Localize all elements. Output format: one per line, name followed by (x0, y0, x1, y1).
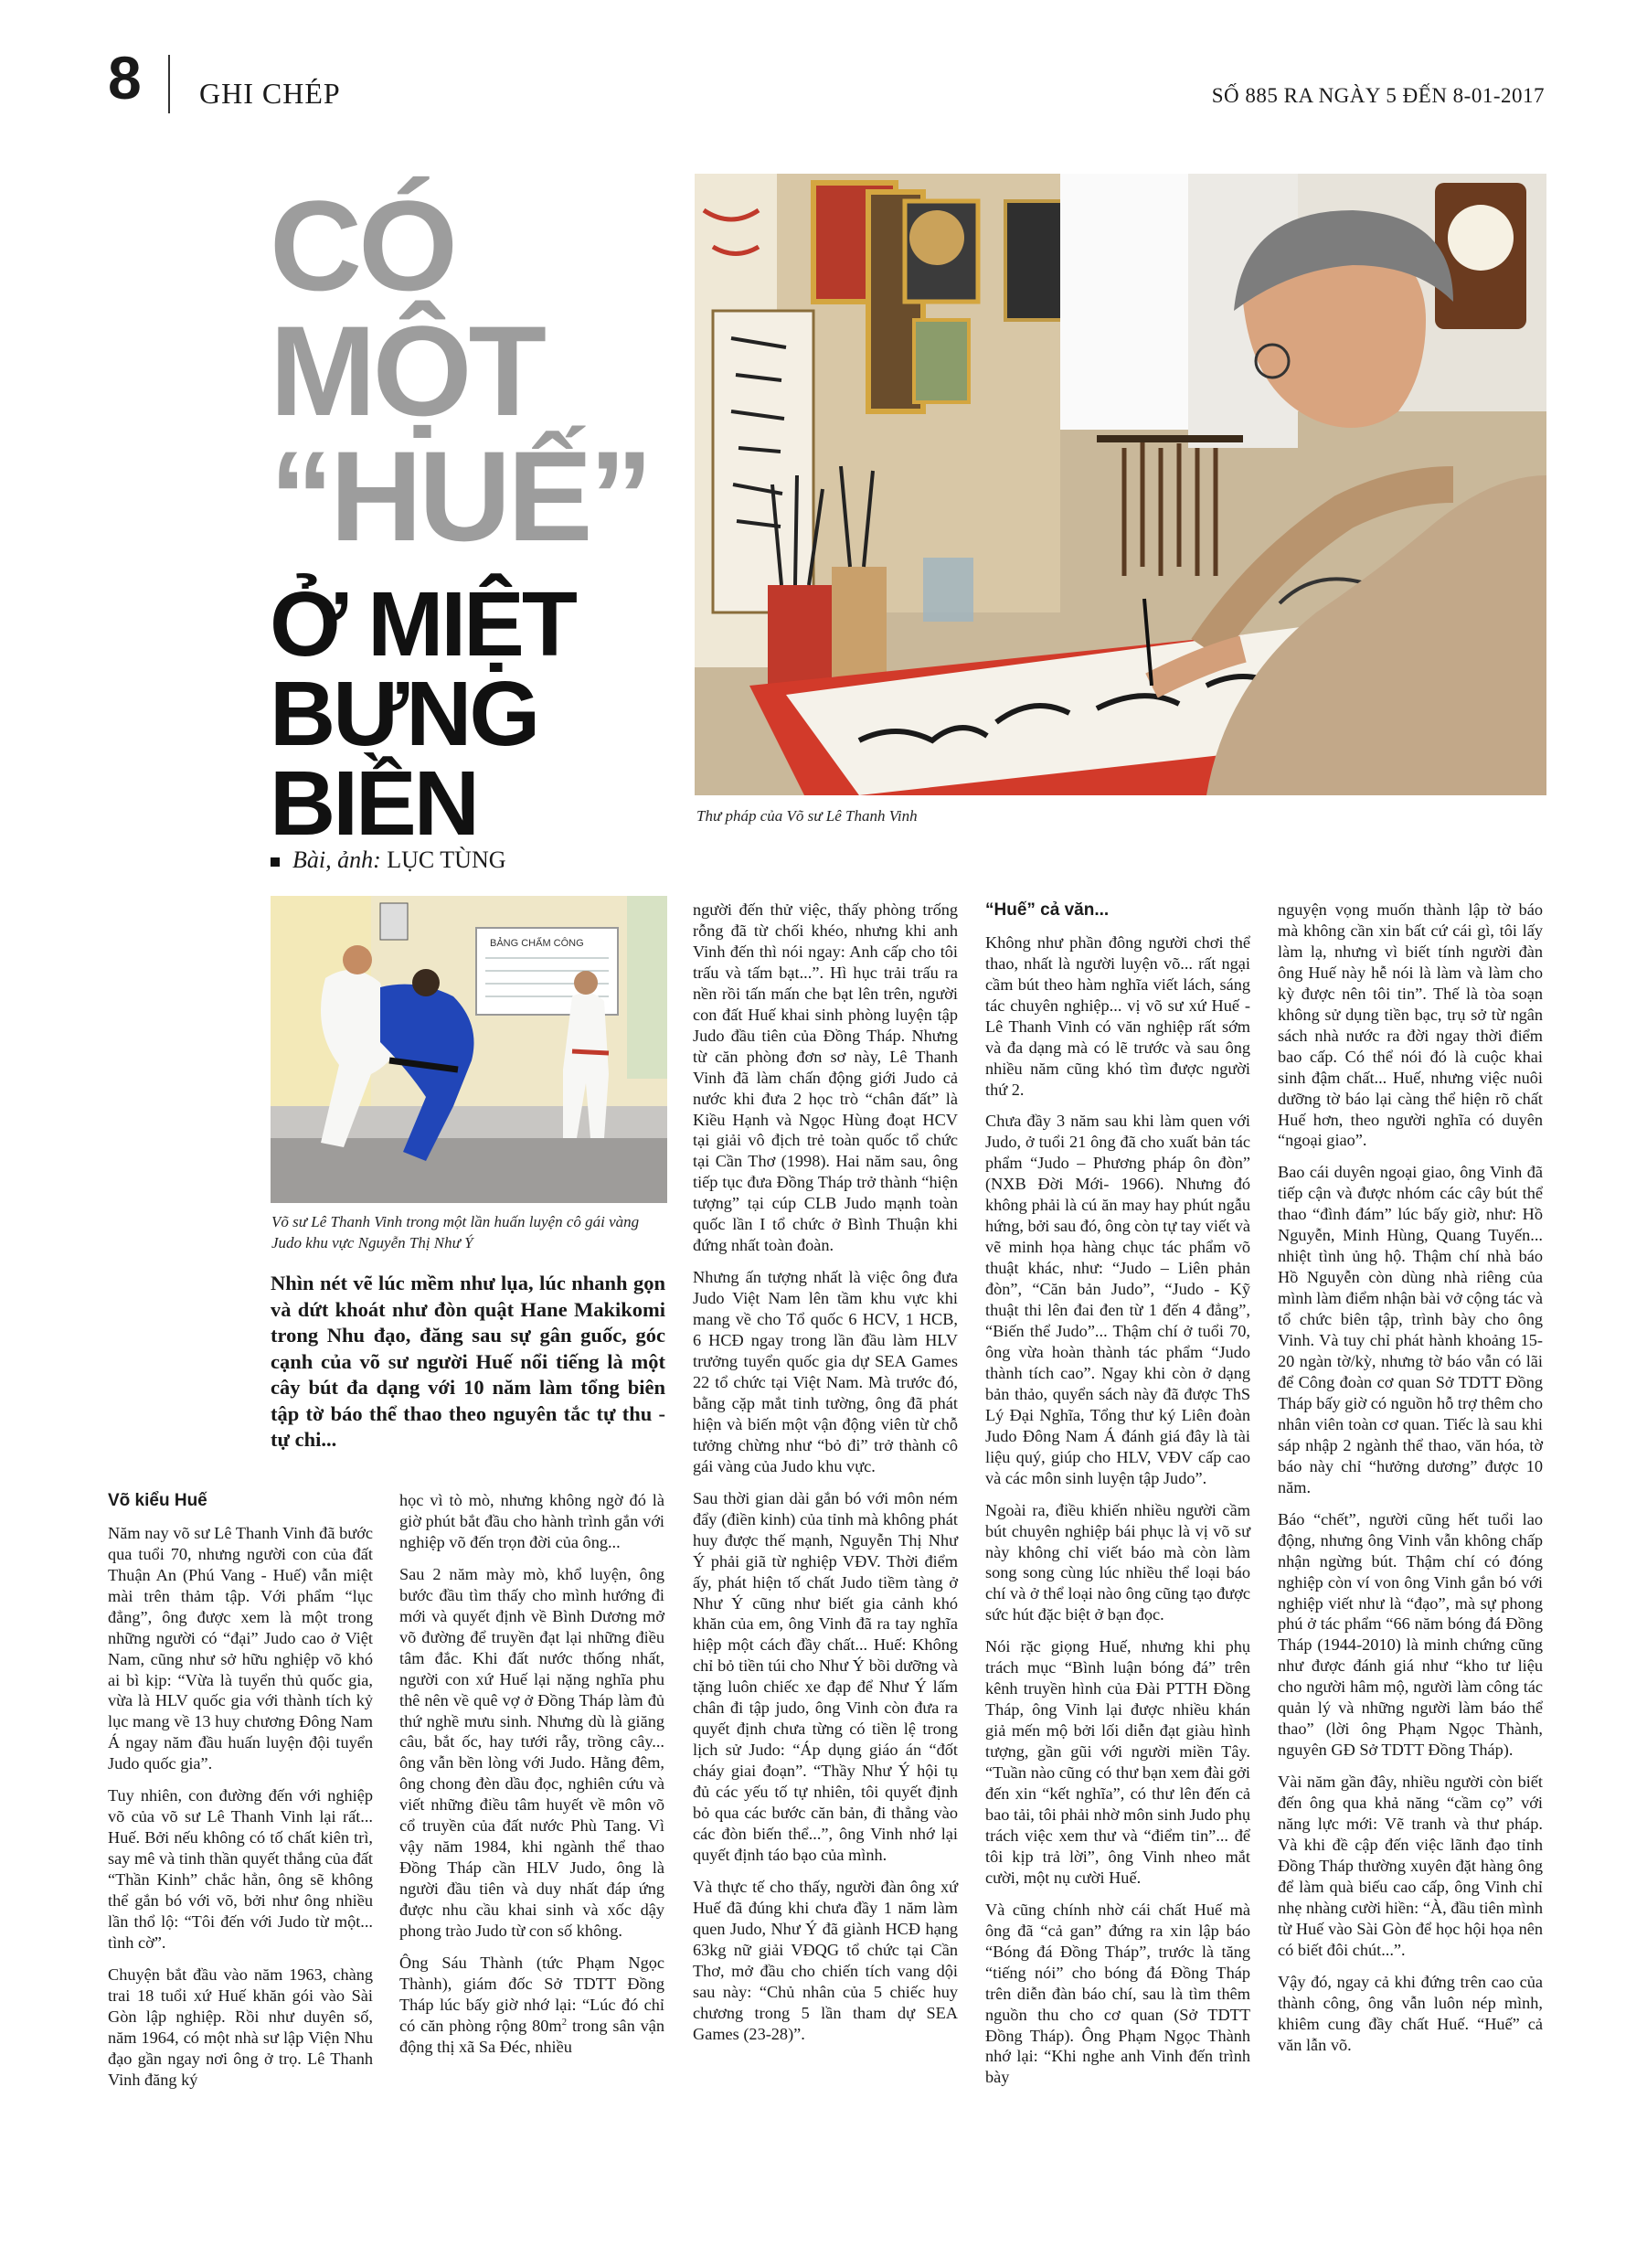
paragraph: Tuy nhiên, con đường đến với nghiệp võ của võ sư Lê Thanh Vinh lại rất... Huế. Bởi nếu không có tố chất kiên trì, say mê và tinh thần quyết thắng của đất “Thần Kinh” chắc hẳn, ông sẽ không thể gắn bó với võ, bởi như ông nhiều lần thổ lộ: “Tôi đến với Judo từ một... tình cờ”. (108, 1786, 373, 1952)
article-column-3 (693, 900, 958, 2056)
article-column-5 (1278, 900, 1543, 2067)
subheading-hue-ca-van: “Huế” cả văn... (985, 900, 1110, 920)
paragraph-text: trong sân vận động thị xã Sa Đéc, nhiều (399, 2016, 664, 2056)
paragraph (399, 1953, 664, 2058)
paragraph: Vậy đó, ngay cả khi đứng trên cao của thành công, ông vẫn luôn nép mình, khiêm cung đầy chất Huế. “Huế” cả văn lẫn võ. (1278, 1972, 1543, 2054)
paragraph: Nhưng ấn tượng nhất là việc ông đưa Judo Việt Nam lên tầm khu vực khi mang về cho Tổ quốc 6 HCV, 1 HCB, 6 HCĐ ngay trong lần đầu làm HLV trưởng tuyển quốc gia dự SEA Games 22 tổ chức tại Việt Nam. Mà trước đó, bằng cặp mắt tinh tường, ông đã phát hiện và biến một vận động viên từ chỗ tưởng chừng như “bỏ đi” trở thành cô gái vàng của Judo khu vực. (693, 1268, 958, 1475)
headline-line-2: MỘT (270, 299, 544, 443)
photo-judo-training (271, 896, 667, 1203)
paragraph: Sau 2 năm mày mò, khổ luyện, ông bước đầu tìm thấy cho mình hướng đi mới và quyết định về Bình Dương mở võ đường để truyền đạt lại những điều tâm đắc. Khi đất nước thống nhất, người con xứ Huế lại nặng nghĩa phu thê nên về quê vợ ở Đồng Tháp làm đủ thứ nghề mưu sinh. Nhưng dù là giăng câu, bắt ốc, hay tưới rẫy, trồng cây... ông vẫn bền lòng với Judo. Hằng đêm, ông chong đèn dầu đọc, nghiên cứu và viết những điều tâm huyết về môn võ cổ truyền của đất nước Phù Tang. Vì vậy năm 1984, khi ngành thể thao Đồng Tháp cần HLV Judo, ông là người đầu tiên và duy nhất đáp ứng được nhu cầu khai sinh và xốc dậy phong trào Judo từ con số không. (399, 1564, 664, 1941)
issue-info: SỐ 885 RA NGÀY 5 ĐẾN 8-01-2017 (1211, 84, 1545, 107)
headline-line-5: BƯNG BIỀN (270, 662, 538, 855)
photo-caption-main: Thư pháp của Võ sư Lê Thanh Vinh (696, 807, 918, 825)
article-headline (270, 174, 690, 855)
paragraph: Không như phần đông người chơi thể thao, nhất là người luyện võ... rất ngại cầm bút theo hàm nghĩa viết lách, sáng tác chuyên nghiệp... vị võ sư xứ Huế - Lê Thanh Vinh có văn nghiệp rất sớm và đa dạng mà có lẽ trước và sau ông nhiều năm cũng khó tìm được người thứ 2. (985, 932, 1250, 1099)
page-number: 8 (108, 44, 142, 112)
calligraphy-illustration (695, 174, 1546, 795)
paragraph: Sau thời gian dài gắn bó với môn ném đẩy (điền kinh) của tỉnh mà không phát huy được thế mạnh, Nguyễn Thị Như Ý phải giã từ nghiệp VĐV. Thời điểm ấy, phát hiện tố chất Judo tiềm tàng ở Như Ý cũng như biết gia cảnh khó khăn của em, ông Vinh đã ra tay nghĩa hiệp một cách đầy chất... Huế: Không chỉ bỏ tiền túi cho Như Ý bồi dưỡng và tặng luôn chiếc xe đạp để Như Ý lấm chân đi tập judo, ông Vinh còn đưa ra quyết định chưa từng có tiền lệ trong lịch sử Judo: “Áp dụng giáo án “đốt cháy giai đoạn”. “Thầy Như Ý hội tụ đủ các yếu tố tự nhiên, tôi quyết định bỏ qua các bước căn bản, đi thẳng vào các đòn biến thể...”, ông Vinh nhớ lại quyết định táo bạo của mình. (693, 1488, 958, 1864)
photo-caption-judo: Võ sư Lê Thanh Vinh trong một lần huấn luyện cô gái vàng Judo khu vực Nguyễn Thị Như Ý (271, 1213, 640, 1251)
photo-calligraphy (695, 174, 1546, 795)
paragraph: Chuyện bắt đầu vào năm 1963, chàng trai 18 tuổi xứ Huế khăn gói vào Sài Gòn lập nghiệp. Rồi như duyên số, năm 1964, có một nhà sư lập Viện Nhu đạo gần ngay nơi ông ở trọ. Lê Thanh Vinh đăng ký (108, 1965, 373, 2089)
byline-prefix: Bài, ảnh: (292, 847, 381, 873)
article-column-4 (985, 900, 1250, 2099)
superscript-2: 2 (561, 2016, 568, 2028)
paragraph: học vì tò mò, nhưng không ngờ đó là giờ phút bắt đầu cho hành trình gắn với nghiệp võ đến trọn đời của ông... (399, 1491, 664, 1551)
subheading-vo-kieu-hue: Võ kiểu Huế (108, 1491, 207, 1510)
article-column-2 (399, 1490, 664, 2069)
headline-line-4: Ở MIỆT (270, 572, 575, 676)
header-divider (168, 55, 170, 113)
paragraph: Ngoài ra, điều khiến nhiều người cầm bút chuyên nghiệp bái phục là vị võ sư này không chỉ viết báo mà còn làm song song cùng lúc nhiều thể loại báo chí và ở thể loại nào ông cũng tạo được sức hút đặc biệt ở bạn đọc. (985, 1500, 1250, 1624)
attendance-board-label: BẢNG CHẤM CÔNG (490, 938, 584, 949)
judo-illustration (271, 896, 667, 1203)
byline-author: LỤC TÙNG (387, 847, 506, 873)
byline-bullet-icon (271, 857, 280, 867)
headline-line-3: “HUẾ” (270, 424, 650, 569)
paragraph: người đến thử việc, thấy phòng trống rỗng đã từ chối khéo, nhưng khi anh Vinh đến thì nói ngay: Anh cấp cho tôi trấu và tấm bạt...”. Hì hục trải trấu ra nền rồi tấn mấn che bạt lên trên, người con đất Huế khai sinh phòng luyện tập Judo đầu tiên của Đồng Tháp. Nhưng từ căn phòng đơn sơ này, Lê Thanh Vinh đã làm chấn động giới Judo cả nước khi đưa 2 học trò “chân đất” là Kiều Hạnh và Ngọc Hùng đoạt HCV tại giải vô địch trẻ toàn quốc tổ chức tại Cần Thơ (1998). Hai năm sau, ông tiếp tục đưa Đồng Tháp trở thành “hiện tượng” tại cúp CLB Judo mạnh toàn quốc lần I tổ chức ở Bình Thuận khi đứng nhất toàn đoàn. (693, 900, 958, 1255)
paragraph: Và cũng chính nhờ cái chất Huế mà ông đã “cả gan” đứng ra xin lập báo “Bóng đá Đồng Tháp”, trước là tăng “tiếng nói” cho bóng đá Đồng Tháp trên diễn đàn báo chí, sau là tìm thêm nguồn thu cho cơ quan (Sở TDTT Đồng Tháp). Ông Phạm Ngọc Thành nhớ lại: “Khi nghe anh Vinh đến trình bày (985, 1900, 1250, 2087)
paragraph: Vài năm gần đây, nhiều người còn biết đến ông qua khả năng “cầm cọ” với năng lực mới: Vẽ tranh và thư pháp. Và khi đề cập đến việc lãnh đạo tỉnh Đồng Tháp thường xuyên đặt hàng ông để làm quà biếu cao cấp, ông Vinh chỉ nhẹ nhàng cười hiền: “À, đầu tiên mình từ Huế vào Sài Gòn để học hội họa nên có biết đôi chút...”. (1278, 1773, 1543, 1959)
paragraph: nguyện vọng muốn thành lập tờ báo mà không cần xin bất cứ cái gì, tôi lấy làm lạ, nhưng vì biết tính người đàn ông Huế này hễ nói là làm và làm cho kỳ được nên tôi tin”. Thế là tòa soạn không sử dụng tiền bạc, trụ sở từ ngân sách nhà nước ra đời ngay thời điểm bao cấp. Có thể nói đó là cuộc khai sinh đậm chất... Huế, nhưng việc nuôi dưỡng tờ báo lại càng thể hiện rõ chất Huế hơn, theo người nghĩa có duyên “ngoại giao”. (1278, 900, 1543, 1150)
article-column-1 (108, 1490, 373, 2102)
headline-line-1: CÓ (270, 174, 454, 317)
paragraph: Bao cái duyên ngoại giao, ông Vinh đã tiếp cận và được nhóm các cây bút thể thao “đình đám” lúc bấy giờ, như: Hồ Nguyễn, Minh Hùng, Quang Tuyến... nhiệt tình ủng hộ. Thậm chí nhà báo Hồ Nguyễn còn dùng nhà riêng của mình làm điểm nhận bài vở cộng tác và tổ chức biên tập, trình bày cho ông Vinh. Và tuy chỉ phát hành khoảng 15-20 ngàn tờ/kỳ, nhưng tờ báo vẫn có lãi để Công đoàn cơ quan Sở TDTT Đồng Tháp bấy giờ có nguồn hỗ trợ thêm cho nhân viên toàn cơ quan. Tiếc là sau khi sáp nhập 2 ngành thể thao, văn hóa, tờ báo này chỉ “hưởng dương” được 10 năm. (1278, 1163, 1543, 1496)
paragraph: Chưa đầy 3 năm sau khi làm quen với Judo, ở tuổi 21 ông đã cho xuất bản tác phẩm “Judo – Phương pháp ôn đòn” (NXB Đời Mới- 1966). Nhưng đó không phải là cú ăn may hay phút ngẫu hứng, bởi sau đó, ông còn tự tay viết và vẽ minh họa hàng chục tác phẩm võ thuật khác, như: “Judo – Liên phản đòn”, “Căn bản Judo”, “Judo - Kỹ thuật thi lên đai đen từ 1 đến 4 đẳng”, “Biến thể Judo”... Thậm chí ở tuổi 70, ông vừa hoàn thành tác phẩm “Judo thành tích cao”. Ngay khi còn ở dạng bản thảo, quyển sách này đã được ThS Lý Đại Nghĩa, Tổng thư ký Liên đoàn Judo Đông Nam Á đánh giá đây là tài liệu quý, giúp cho HLV, VĐV cấp cao và các môn sinh luyện tập Judo”. (985, 1112, 1250, 1487)
paragraph: Năm nay võ sư Lê Thanh Vinh đã bước qua tuổi 70, nhưng người con của đất Thuận An (Phú Vang - Huế) vẫn miệt mài trên thảm tập. Với phẩm “lục đẳng”, ông được xem là một trong những người có “đại” Judo cao ở Việt Nam, cũng như sở hữu nghiệp võ khó ai bì kịp: “Vừa là tuyển thủ quốc gia, vừa là HLV quốc gia với thành tích kỷ lục mang về 13 huy chương Đông Nam Á ngay năm đầu huấn luyện đội tuyển Judo quốc gia”. (108, 1523, 373, 1773)
paragraph: Nói rặc giọng Huế, nhưng khi phụ trách mục “Bình luận bóng đá” trên kênh truyền hình của Đài PTTH Đồng Tháp, ông Vinh lại được nhiều khán giả mến mộ bởi lối diễn đạt giàu hình tượng, gần gũi với người miền Tây. “Tuần nào cũng có thư bạn xem đài gởi đến xin “kết nghĩa”, có thư lên đến cả bao tải, tôi phải nhờ môn sinh Judo phụ trách việc xem thư và “điểm tin”... để tôi kịp trả lời”, ông Vinh nheo mắt cười, một nụ cười Huế. (985, 1637, 1250, 1887)
section-title: GHI CHÉP (199, 77, 341, 110)
paragraph: Báo “chết”, người cũng hết tuổi lao động, nhưng ông Vinh vẫn không chấp nhận ngừng bút. Thậm chí có đóng nghiệp còn ví von ông Vinh gắn bó với nghiệp viết như là “đạo”, mà sự phong phú ở tác phẩm “66 năm bóng đá Đồng Tháp (1944-2010) là minh chứng cũng như được đánh giá như “kho tư liệu cho người hâm mộ, người làm công tác quản lý và những người làm báo thể thao” (lời ông Phạm Ngọc Thành, nguyên GĐ Sở TDTT Đồng Tháp). (1278, 1509, 1543, 1760)
paragraph: Và thực tế cho thấy, người đàn ông xứ Huế đã đúng khi chưa đầy 1 năm làm quen Judo, Như Ý đã giành HCĐ hạng 63kg nữ giải VĐQG tổ chức tại Cần Thơ, mở đầu cho chiến tích vang dội sau này: “Chủ nhân của 5 chiếc huy chương trong 5 lần tham dự SEA Games (23-28)”. (693, 1877, 958, 2043)
byline (271, 847, 506, 874)
paragraph-text: Ông Sáu Thành (tức Phạm Ngọc Thành), giám đốc Sở TDTT Đồng Tháp lúc bấy giờ nhớ lại: “Lúc đó chỉ có căn phòng rộng 80m (399, 1954, 664, 2035)
article-lead: Nhìn nét vẽ lúc mềm như lụa, lúc nhanh gọn và dứt khoát như đòn quật Hane Makikomi trong Nhu đạo, đăng sau sự gân guốc, góc cạnh của võ sư người Huế nổi tiếng là một cây bút đa dạng với 10 năm làm tổng biên tập tờ báo thể thao theo nguyên tắc tự thu - tự chi... (271, 1272, 665, 1452)
